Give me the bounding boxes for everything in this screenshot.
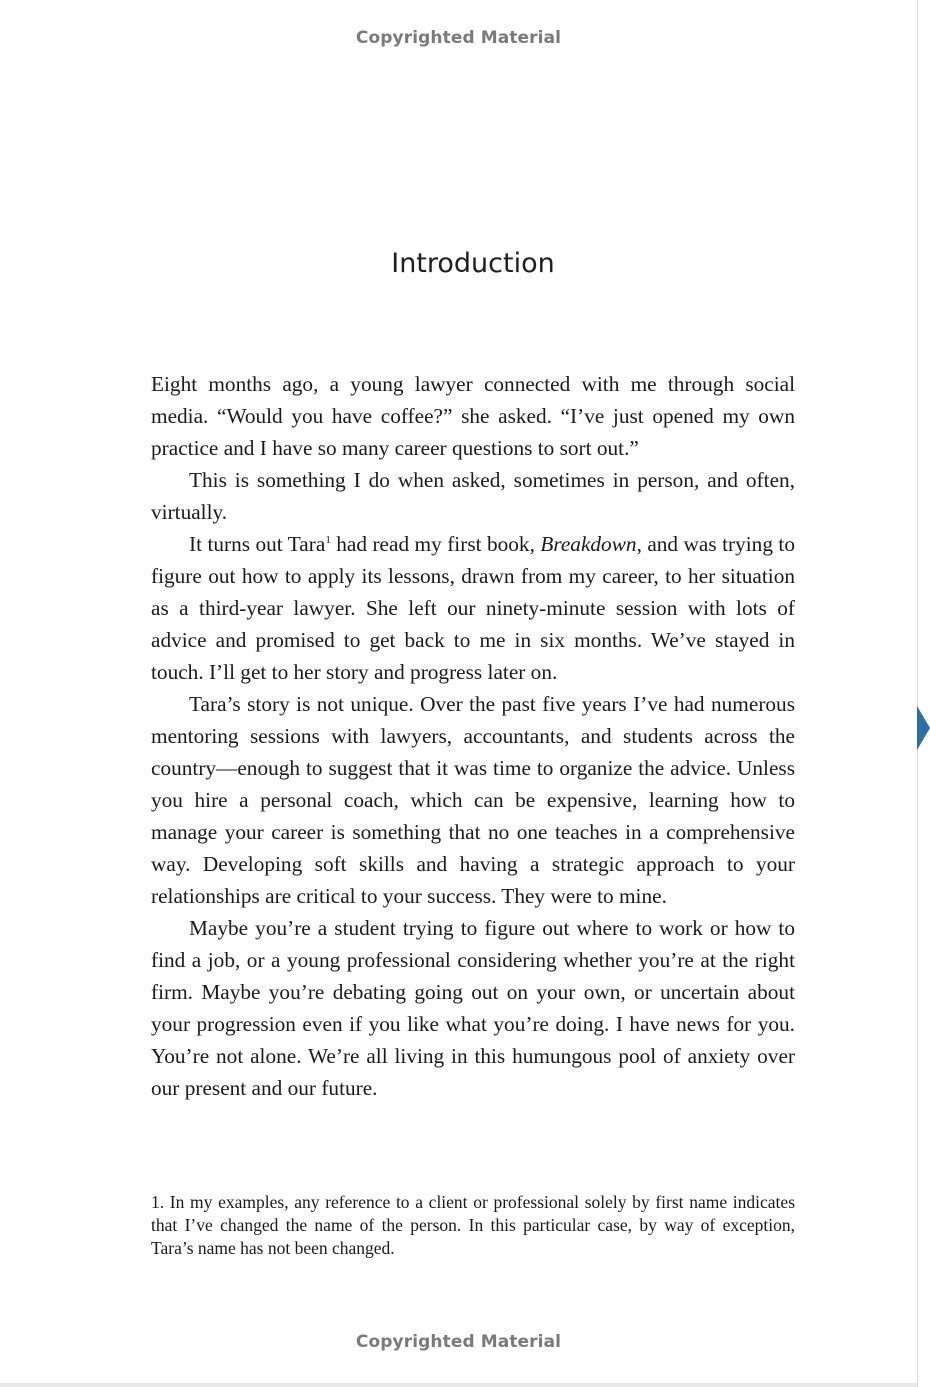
chapter-body — [151, 368, 795, 1104]
next-page-button[interactable] — [917, 706, 930, 750]
footnote: 1. In my examples, any reference to a client or professional solely by first name indicates that I’ve changed the name of the person. In this particular case, by way of exception, Tara’s name has not been changed. — [151, 1192, 795, 1258]
paragraph-1: Eight months ago, a young lawyer connected with me through social media. “Would you have coffee?” she asked. “I’ve just opened my own practice and I have so many career questions to sort out.” — [151, 372, 795, 460]
chevron-right-icon — [917, 706, 930, 750]
footnote-reference[interactable]: 1 — [325, 533, 331, 546]
paragraph-4: Tara’s story is not unique. Over the past five years I’ve had numerous mentoring sessions with lawyers, accountants, and students across the country—enough to suggest that it was time to organize the advice. Unless you hire a personal coach, which can be expensive, learning how to manage your career is something that no one teaches in a comprehensive way. Developing soft skills and having a strategic approach to your relationships are critical to your success. They were to mine. — [151, 692, 795, 908]
header-copyright-notice: Copyrighted Material — [355, 28, 562, 48]
chapter-title: Introduction — [391, 248, 555, 279]
footer-copyright-notice: Copyrighted Material — [355, 1332, 562, 1352]
paragraph-5: Maybe you’re a student trying to figure out where to work or how to find a job, or a young professional considering whether you’re at the right firm. Maybe you’re debating going out on your own, or uncertain about your progression even if you like what you’re doing. I have news for you. You’re not alone. We’re all living in this humungous pool of anxiety over our present and our future. — [151, 916, 795, 1100]
book-title-italic: Breakdown — [540, 532, 637, 556]
paragraph-3-text-b: had read my first book, — [330, 532, 541, 556]
page-bottom-edge — [0, 1383, 917, 1387]
paragraph-3-text-a: It turns out Tara — [189, 532, 326, 556]
paragraph-2: This is something I do when asked, sometimes in person, and often, virtually. — [151, 468, 795, 524]
paragraph-3-text-c: , and was trying to figure out how to apply its lessons, drawn from my career, to her situation as a third-year lawyer. She left our ninety-minute session with lots of advice and promised to get back to me in six months. We’ve stayed in touch. I’ll get to her story and progress later on. — [151, 532, 795, 684]
paragraph-3 — [151, 528, 795, 688]
